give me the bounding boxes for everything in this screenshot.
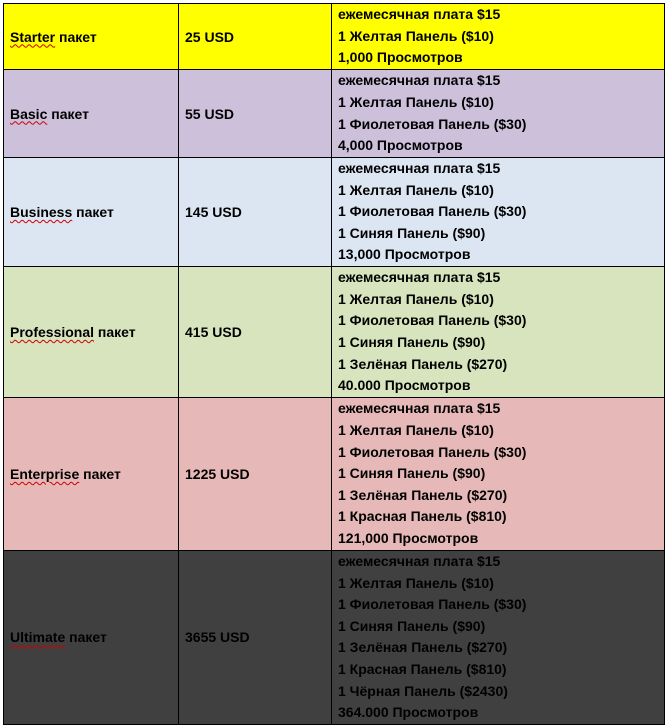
package-row-enterprise [4, 398, 665, 551]
package-row-basic [4, 70, 665, 158]
feature-item: ежемесячная плата $15 [338, 72, 501, 89]
feature-item: 1 Зелёная Панель ($270) [338, 486, 508, 503]
package-price: 3655 USD [179, 551, 332, 725]
feature-item: 364.000 Просмотров [338, 704, 479, 721]
feature-item: 1 Зелёная Панель ($270) [338, 639, 508, 656]
feature-item: 1 Красная Панель ($810) [338, 660, 507, 677]
feature-item: ежемесячная плата $15 [338, 400, 501, 417]
feature-item: 1 Желтая Панель ($10) [338, 574, 494, 591]
package-name-cell [4, 158, 179, 267]
package-suffix: пакет [76, 204, 114, 220]
feature-item: 1 Красная Панель ($810) [338, 508, 507, 525]
feature-item: 40.000 Просмотров [338, 377, 471, 394]
package-features [332, 551, 665, 725]
feature-item: 1 Фиолетовая Панель ($30) [338, 115, 527, 132]
feature-item: 13,000 Просмотров [338, 246, 471, 263]
package-suffix: пакет [59, 28, 97, 45]
pricing-table [3, 3, 665, 725]
package-brand: Business [10, 204, 73, 220]
feature-item: ежемесячная плата $15 [338, 160, 501, 177]
package-price: 1225 USD [179, 398, 332, 551]
package-price: 145 USD [179, 158, 332, 267]
feature-item: ежемесячная плата $15 [338, 269, 501, 286]
feature-item: 1 Желтая Панель ($10) [338, 93, 494, 110]
package-suffix: пакет [97, 324, 136, 340]
feature-item: 1 Синяя Панель ($90) [338, 617, 486, 634]
package-price: 415 USD [179, 267, 332, 398]
feature-item: 1 Фиолетовая Панель ($30) [338, 443, 527, 460]
package-suffix: пакет [83, 466, 121, 482]
package-name-cell [4, 4, 179, 70]
package-features [332, 267, 665, 398]
feature-item: 4,000 Просмотров [338, 137, 463, 154]
package-brand: Enterprise [10, 466, 80, 482]
feature-item: 1 Фиолетовая Панель ($30) [338, 596, 527, 613]
package-features [332, 398, 665, 551]
feature-item: 1,000 Просмотров [338, 49, 463, 66]
package-row-professional [4, 267, 665, 398]
feature-item: 1 Зелёная Панель ($270) [338, 355, 508, 372]
package-row-ultimate [4, 551, 665, 725]
package-row-starter [4, 4, 665, 70]
feature-item: 1 Синяя Панель ($90) [338, 224, 486, 241]
feature-item: 1 Синяя Панель ($90) [338, 334, 486, 350]
package-features [332, 70, 665, 158]
package-price: 55 USD [179, 70, 332, 158]
package-brand: Ultimate [10, 629, 66, 646]
package-brand: Professional [10, 324, 95, 340]
package-name-cell [4, 70, 179, 158]
package-name-cell [4, 551, 179, 725]
package-price: 25 USD [179, 4, 332, 70]
feature-item: 1 Желтая Панель ($10) [338, 422, 494, 439]
feature-item: 121,000 Просмотров [338, 529, 479, 546]
feature-item: 1 Синяя Панель ($90) [338, 465, 486, 482]
feature-item: 1 Фиолетовая Панель ($30) [338, 312, 527, 329]
package-brand: Starter [10, 28, 56, 45]
feature-item: ежемесячная плата $15 [338, 6, 501, 23]
package-features [332, 158, 665, 267]
feature-item: 1 Чёрная Панель ($2430) [338, 682, 508, 699]
package-name-cell [4, 398, 179, 551]
feature-item: 1 Фиолетовая Панель ($30) [338, 203, 527, 220]
package-suffix: пакет [69, 629, 107, 646]
package-brand: Basic [10, 105, 48, 122]
feature-item: 1 Желтая Панель ($10) [338, 181, 494, 198]
feature-item: 1 Желтая Панель ($10) [338, 290, 494, 307]
package-features [332, 4, 665, 70]
feature-item: 1 Желтая Панель ($10) [338, 27, 494, 44]
feature-item: ежемесячная плата $15 [338, 553, 501, 569]
package-row-business [4, 158, 665, 267]
package-name-cell [4, 267, 179, 398]
package-suffix: пакет [51, 105, 89, 122]
